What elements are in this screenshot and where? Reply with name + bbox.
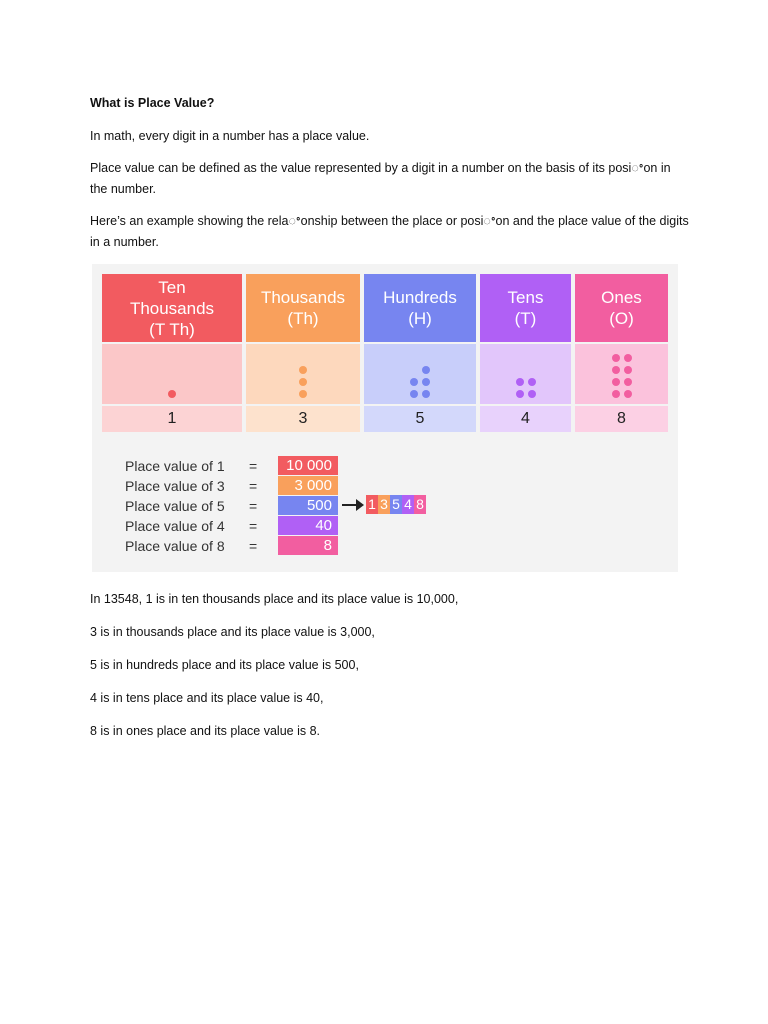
- counter-dot: [528, 390, 536, 398]
- place-value-label: Place value of 4: [125, 518, 225, 534]
- counter-dot: [516, 378, 524, 386]
- dot-cell: [364, 344, 476, 404]
- digit-cell: 8: [575, 406, 668, 432]
- column-header: Thousands (Th): [246, 274, 360, 342]
- number-strip: [366, 495, 426, 514]
- sentence-tens: 4 is in tens place and its place value is 40,: [90, 691, 324, 705]
- number-digit: 1: [366, 495, 378, 514]
- equals-sign: =: [249, 478, 258, 494]
- number-digit: 8: [414, 495, 426, 514]
- equals-sign: =: [249, 518, 258, 534]
- counter-dot: [422, 366, 430, 374]
- counter-dot: [410, 378, 418, 386]
- sentence-ones: 8 is in ones place and its place value is 8.: [90, 724, 320, 738]
- counter-dot: [528, 378, 536, 386]
- counter-dot: [168, 390, 176, 398]
- digit-cell: 1: [102, 406, 242, 432]
- equals-sign: =: [249, 498, 258, 514]
- column-header: Tens (T): [480, 274, 571, 342]
- counter-dot: [422, 378, 430, 386]
- digit-cell: 4: [480, 406, 571, 432]
- counter-dot: [516, 390, 524, 398]
- place-value-label: Place value of 8: [125, 538, 225, 554]
- counter-dot: [624, 354, 632, 362]
- paragraph-intro: In math, every digit in a number has a place value.: [90, 129, 370, 143]
- counter-dot: [624, 390, 632, 398]
- counter-dot: [612, 390, 620, 398]
- equals-sign: =: [249, 538, 258, 554]
- sentence-thousands: 3 is in thousands place and its place value is 3,000,: [90, 625, 375, 639]
- place-value-box: 40: [278, 516, 338, 535]
- sentence-ten-thousands: In 13548, 1 is in ten thousands place and its place value is 10,000,: [90, 592, 459, 606]
- place-value-label: Place value of 3: [125, 478, 225, 494]
- number-digit: 5: [390, 495, 402, 514]
- place-value-box: 10 000: [278, 456, 338, 475]
- counter-dot: [624, 366, 632, 374]
- counter-dot: [410, 390, 418, 398]
- column-header: Hundreds (H): [364, 274, 476, 342]
- dot-cell: [246, 344, 360, 404]
- column-header: Ten Thousands (T Th): [102, 274, 242, 342]
- place-value-box: 8: [278, 536, 338, 555]
- column-header: Ones (O): [575, 274, 668, 342]
- digit-cell: 5: [364, 406, 476, 432]
- page-heading: What is Place Value?: [90, 96, 215, 110]
- paragraph-example: Here’s an example showing the relaꢀonship between the place or posiꢀon and the place value of the digits in a number.: [90, 214, 689, 249]
- counter-dot: [299, 390, 307, 398]
- equals-sign: =: [249, 458, 258, 474]
- place-value-figure: [92, 264, 678, 572]
- dot-cell: [102, 344, 242, 404]
- number-digit: 4: [402, 495, 414, 514]
- counter-dot: [612, 378, 620, 386]
- place-value-label: Place value of 1: [125, 458, 225, 474]
- place-value-box: 3 000: [278, 476, 338, 495]
- counter-dot: [422, 390, 430, 398]
- counter-dot: [612, 354, 620, 362]
- sentence-hundreds: 5 is in hundreds place and its place value is 500,: [90, 658, 359, 672]
- number-digit: 3: [378, 495, 390, 514]
- place-value-box: 500: [278, 496, 338, 515]
- paragraph-definition: Place value can be defined as the value represented by a digit in a number on the basis of its posiꢀon in the number.: [90, 161, 671, 196]
- place-value-label: Place value of 5: [125, 498, 225, 514]
- counter-dot: [612, 366, 620, 374]
- counter-dot: [299, 366, 307, 374]
- dot-cell: [480, 344, 571, 404]
- digit-cell: 3: [246, 406, 360, 432]
- counter-dot: [299, 378, 307, 386]
- dot-cell: [575, 344, 668, 404]
- counter-dot: [410, 366, 418, 374]
- counter-dot: [624, 378, 632, 386]
- arrow-right-icon: [356, 499, 364, 511]
